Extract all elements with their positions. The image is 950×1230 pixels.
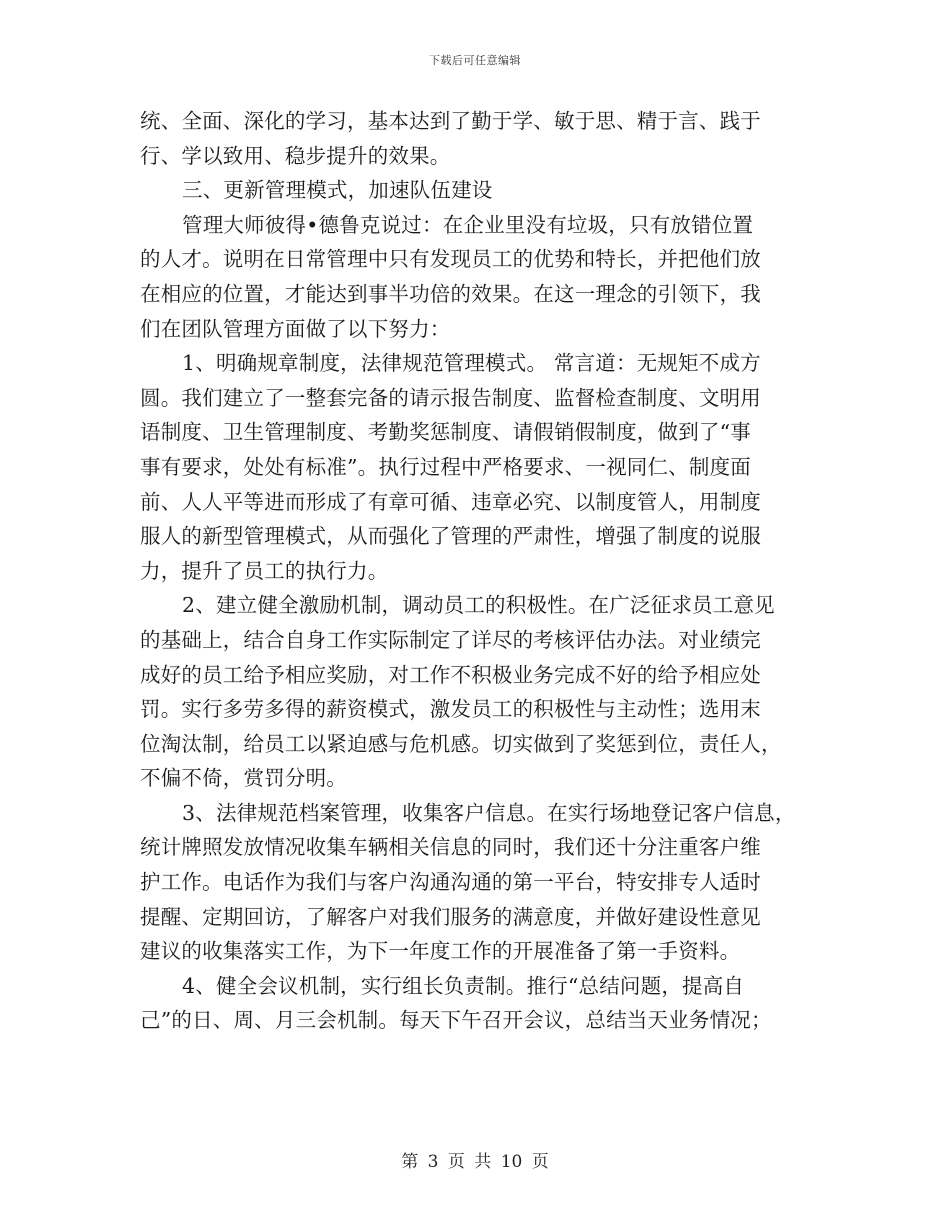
text-line: 位淘汰制，给员工以紧迫感与危机感。切实做到了奖惩到位，责任人，	[140, 731, 782, 756]
text-line: 统、全面、深化的学习，基本达到了勤于学、敏于思、精于言、践于	[140, 109, 761, 133]
text-line: 建议的收集落实工作，为下一年度工作的开展准备了第一手资料。	[140, 939, 741, 964]
text-line: 在相应的位置，才能达到事半功倍的效果。在这一理念的引领下，我	[140, 281, 761, 306]
text-line: 事有要求，处处有标准”。执行过程中严格要求、一视同仁、制度面	[140, 454, 751, 479]
text-line: 服人的新型管理模式，从而强化了管理的严肃性，增强了制度的说服	[140, 524, 761, 549]
text-line: 语制度、卫生管理制度、考勤奖惩制度、请假销假制度，做到了“事	[140, 420, 751, 445]
text-line: 们在团队管理方面做了以下努力：	[140, 316, 451, 341]
text-line: 1、明确规章制度，法律规范管理模式。 常言道：无规矩不成方	[182, 351, 761, 376]
text-line: 管理大师彼得•德鲁克说过：在企业里没有垃圾，只有放错位置	[182, 212, 754, 237]
text-line: 罚。实行多劳多得的薪资模式，激发员工的积极性与主动性；选用末	[140, 697, 761, 722]
text-line: 统计牌照发放情况收集车辆相关信息的同时，我们还十分注重客户维	[140, 835, 761, 860]
text-line: 三、更新管理模式，加速队伍建设	[182, 178, 493, 203]
text-line: 2、建立健全激励机制，调动员工的积极性。在广泛征求员工意见	[182, 593, 775, 618]
text-line: 成好的员工给予相应奖励，对工作不积极业务完成不好的给予相应处	[140, 662, 761, 687]
text-line: 的人才。说明在日常管理中只有发现员工的优势和特长，并把他们放	[140, 247, 761, 272]
text-line: 4、健全会议机制，实行组长负责制。推行“总结问题，提高自	[182, 973, 745, 998]
page-header: 下载后可任意编辑	[429, 54, 521, 67]
text-line: 己”的日、周、月三会机制。每天下午召开会议，总结当天业务情况；	[140, 1008, 772, 1033]
document-body	[140, 104, 824, 1038]
text-line: 行、学以致用、稳步提升的效果。	[140, 143, 451, 168]
text-line: 提醒、定期回访，了解客户对我们服务的满意度，并做好建设性意见	[140, 904, 761, 929]
text-line: 力，提升了员工的执行力。	[140, 558, 389, 583]
page-number-footer: 第 3 页 共 10 页	[401, 1152, 549, 1172]
text-line: 3、法律规范档案管理，收集客户信息。在实行场地登记客户信息，	[182, 800, 796, 825]
text-line: 前、人人平等进而形成了有章可循、违章必究、以制度管人，用制度	[140, 489, 761, 514]
text-line: 的基础上，结合自身工作实际制定了详尽的考核评估办法。对业绩完	[140, 627, 761, 652]
text-line: 圆。我们建立了一整套完备的请示报告制度、监督检查制度、文明用	[140, 385, 761, 410]
text-line: 护工作。电话作为我们与客户沟通沟通的第一平台，特安排专人适时	[140, 870, 761, 895]
text-line: 不偏不倚，赏罚分明。	[140, 766, 347, 791]
